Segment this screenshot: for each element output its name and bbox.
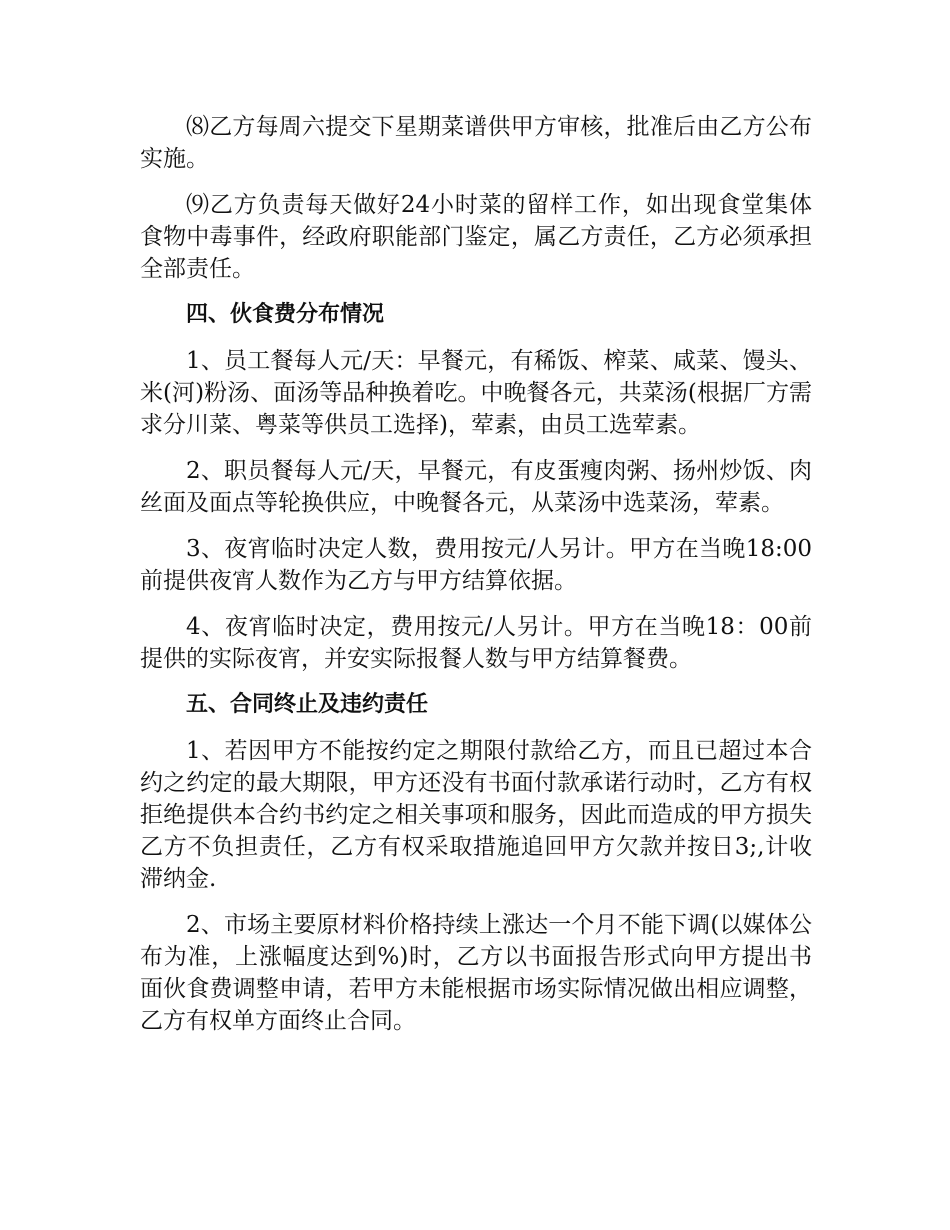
document-body bbox=[140, 111, 812, 1051]
section-heading-termination: 五、合同终止及违约责任 bbox=[186, 692, 429, 717]
paragraph-employee-meals: 2、职员餐每人元/天，早餐元，有皮蛋瘦肉粥、扬州炒饭、肉丝面及面点等轮换供应，中晚餐各元，从菜汤中选菜汤，荤素。 bbox=[140, 458, 812, 516]
paragraph-food-sample: ⑼乙方负责每天做好24小时菜的留样工作，如出现食堂集体食物中毒事件，经政府职能部门鉴定，属乙方责任，乙方必须承担全部责任。 bbox=[140, 192, 812, 282]
paragraph-night-snack-count: 3、夜宵临时决定人数，费用按元/人另计。甲方在当晚18:00前提供夜宵人数作为乙方与甲方结算依据。 bbox=[140, 536, 812, 594]
paragraph-staff-meals: 1、员工餐每人元/天：早餐元，有稀饭、榨菜、咸菜、馒头、米(河)粉汤、面汤等品种换着吃。中晚餐各元，共菜汤(根据厂方需求分川菜、粤菜等供员工选择)，荤素，由员工选荤素。 bbox=[140, 348, 812, 438]
paragraph-menu-review: ⑻乙方每周六提交下星期菜谱供甲方审核，批准后由乙方公布实施。 bbox=[140, 114, 812, 172]
paragraph-night-snack-settlement: 4、夜宵临时决定，费用按元/人另计。甲方在当晚18：00前提供的实际夜宵，并安实际报餐人数与甲方结算餐费。 bbox=[140, 614, 812, 672]
paragraph-payment-default: 1、若因甲方不能按约定之期限付款给乙方，而且已超过本合约之约定的最大期限，甲方还没有书面付款承诺行动时，乙方有权拒绝提供本合约书约定之相关事项和服务，因此而造成的甲方损失乙方不负担责任，乙方有权采取措施追回甲方欠款并按日3;,计收滞纳金. bbox=[140, 738, 812, 892]
paragraph-price-adjustment: 2、市场主要原材料价格持续上涨达一个月不能下调(以媒体公布为准，上涨幅度达到%)时，乙方以书面报告形式向甲方提出书面伙食费调整申请，若甲方未能根据市场实际情况做出相应调整，乙方有权单方面终止合同。 bbox=[140, 912, 812, 1034]
section-heading-meal-fees: 四、伙食费分布情况 bbox=[186, 302, 385, 327]
